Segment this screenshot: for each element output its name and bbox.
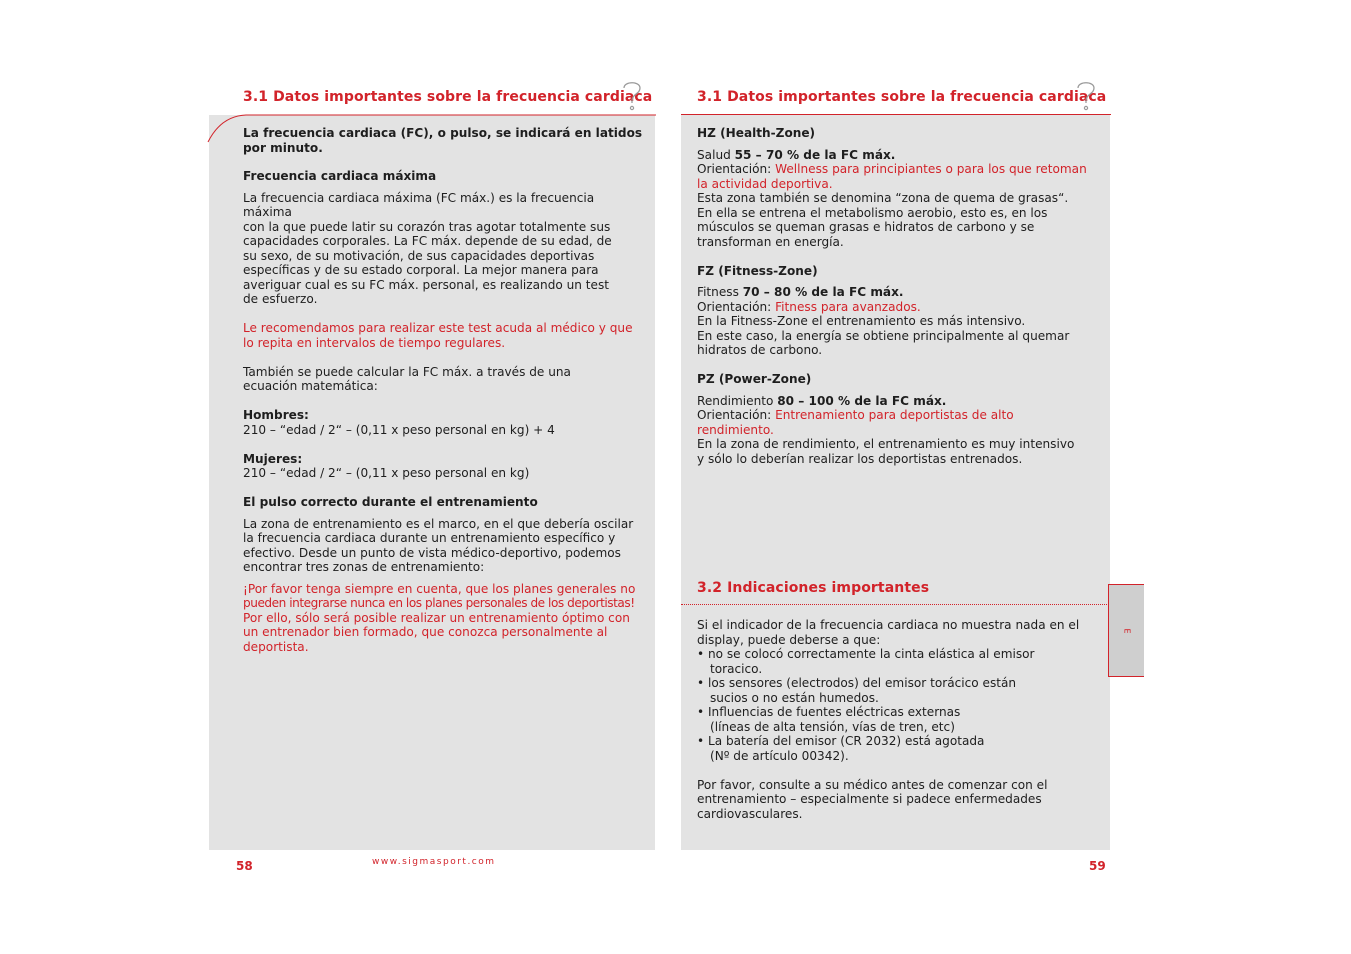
list-item: • La batería del emisor (CR 2032) está agotada	[697, 734, 985, 748]
left-column	[243, 126, 643, 654]
fz-text-line: hidratos de carbono.	[697, 343, 823, 357]
recommend-line: Le recomendamos para realizar este test acuda al médico y que	[243, 321, 633, 335]
pz-text-line: En la zona de rendimiento, el entrenamiento es muy intensivo	[697, 437, 1075, 451]
section2-body	[697, 618, 1102, 821]
pz-orientation-cont: rendimiento.	[697, 422, 774, 437]
right-column	[697, 126, 1102, 466]
pulse-text-line: encontrar tres zonas de entrenamiento:	[243, 560, 485, 574]
note-line: pueden integrarse nunca en los planes personales de los deportistas!	[243, 596, 635, 610]
list-item-cont: sucios o no están humedos.	[710, 690, 879, 705]
fcmax-text-line: capacidades corporales. La FC máx. depende de su edad, de	[243, 234, 612, 248]
list-item: • no se colocó correctamente la cinta elástica al emisor	[697, 647, 1035, 661]
hz-range-line: Salud 55 – 70 % de la FC máx.	[697, 147, 896, 162]
men-label: Hombres:	[243, 408, 309, 422]
fcmax-text-line: de esfuerzo.	[243, 292, 318, 306]
intro-line: La frecuencia cardiaca (FC), o pulso, se indicará en latidos	[243, 126, 643, 140]
pz-range-line: Rendimiento 80 – 100 % de la FC máx.	[697, 393, 947, 408]
fz-text-line: En este caso, la energía se obtiene principalmente al quemar	[697, 328, 1070, 343]
fcmax-title: Frecuencia cardiaca máxima	[243, 169, 437, 183]
pz-title: PZ (Power-Zone)	[697, 372, 812, 386]
fcmax-text-line: su sexo, de su motivación, de sus capacidades deportivas	[243, 248, 595, 263]
page-number-left: 58	[236, 859, 253, 873]
men-formula: 210 – “edad / 2“ – (0,11 x peso personal en kg) + 4	[243, 422, 555, 437]
women-formula: 210 – “edad / 2“ – (0,11 x peso personal en kg)	[243, 466, 530, 480]
recommend-line: lo repita en intervalos de tiempo regulares.	[243, 335, 506, 350]
pulse-text-line: efectivo. Desde un punto de vista médico-deportivo, podemos	[243, 545, 621, 560]
note-line: deportista.	[243, 639, 309, 654]
list-item-cont: (Nº de artículo 00342).	[710, 748, 849, 763]
hz-text-line: transforman en energía.	[697, 234, 844, 249]
calc-line: También se puede calcular la FC máx. a través de una	[243, 364, 571, 379]
note-line: ¡Por favor tenga siempre en cuenta, que los planes generales no	[243, 581, 636, 596]
list-item: • Influencias de fuentes eléctricas externas	[697, 705, 961, 719]
note-line: un entrenador bien formado, que conozca personalmente al	[243, 625, 608, 639]
fcmax-text-line: averiguar cual es su FC máx. personal, es realizando un test	[243, 277, 610, 292]
women-label: Mujeres:	[243, 451, 303, 466]
pulse-text-line: la frecuencia cardiaca durante un entrenamiento específico y	[243, 531, 616, 545]
hz-orientation-cont: la actividad deportiva.	[697, 176, 833, 191]
s2-footer-line: Por favor, consulte a su médico antes de comenzar con el	[697, 777, 1048, 792]
section2-heading: 3.2 Indicaciones importantes	[697, 580, 930, 596]
language-tab[interactable]	[1108, 584, 1144, 677]
fz-title: FZ (Fitness-Zone)	[697, 263, 818, 278]
intro-line: por minuto.	[243, 140, 323, 155]
language-tab-label: E	[1122, 627, 1131, 634]
pulse-text-line: La zona de entrenamiento es el marco, en el que debería oscilar	[243, 516, 634, 531]
list-item-cont: toracico.	[710, 661, 763, 676]
page-number-right: 59	[1089, 859, 1106, 873]
fcmax-text-line: específicas y de su estado corporal. La mejor manera para	[243, 263, 599, 277]
s2-intro-line: display, puede deberse a que:	[697, 632, 881, 647]
fcmax-text-line: La frecuencia cardiaca máxima (FC máx.) es la frecuencia máxima	[243, 190, 595, 219]
fz-text-line: En la Fitness-Zone el entrenamiento es más intensivo.	[697, 314, 1026, 328]
s2-intro-line: Si el indicador de la frecuencia cardiaca no muestra nada en el	[697, 618, 1080, 632]
hz-text-line: En ella se entrena el metabolismo aerobio, esto es, en los	[697, 205, 1048, 220]
hz-orientation: Orientación: Wellness para principiantes o para los que retoman	[697, 162, 1087, 176]
pz-orientation: Orientación: Entrenamiento para deportistas de alto	[697, 408, 1014, 422]
website-url[interactable]: www.sigmasport.com	[372, 857, 496, 867]
question-mark-icon	[619, 79, 645, 113]
list-item-cont: (líneas de alta tensión, vías de tren, etc)	[710, 719, 955, 734]
calc-line: ecuación matemática:	[243, 379, 378, 393]
pz-text-line: y sólo lo deberían realizar los deportistas entrenados.	[697, 451, 1023, 466]
left-section-heading: 3.1 Datos importantes sobre la frecuencia cardiaca	[243, 89, 653, 105]
right-section-heading: 3.1 Datos importantes sobre la frecuencia cardiaca	[697, 89, 1107, 105]
section2-divider	[681, 604, 1111, 605]
s2-footer-line: cardiovasculares.	[697, 806, 803, 821]
hz-text-line: músculos se queman grasas e hidratos de carbono y se	[697, 220, 1035, 234]
s2-footer-line: entrenamiento – especialmente si padece enfermedades	[697, 792, 1042, 806]
pulse-title: El pulso correcto durante el entrenamiento	[243, 495, 538, 509]
right-header-rule	[681, 114, 1111, 115]
note-line: Por ello, sólo será posible realizar un entrenamiento óptimo con	[243, 610, 630, 625]
list-item: • los sensores (electrodos) del emisor torácico están	[697, 676, 1017, 690]
fz-range-line: Fitness 70 – 80 % de la FC máx.	[697, 285, 904, 299]
question-mark-icon	[1073, 79, 1099, 113]
fcmax-text-line: con la que puede latir su corazón tras agotar totalmente sus	[243, 219, 611, 234]
hz-title: HZ (Health-Zone)	[697, 126, 816, 140]
hz-text-line: Esta zona también se denomina “zona de quema de grasas“.	[697, 191, 1069, 205]
fz-orientation: Orientación: Fitness para avanzados.	[697, 299, 921, 314]
